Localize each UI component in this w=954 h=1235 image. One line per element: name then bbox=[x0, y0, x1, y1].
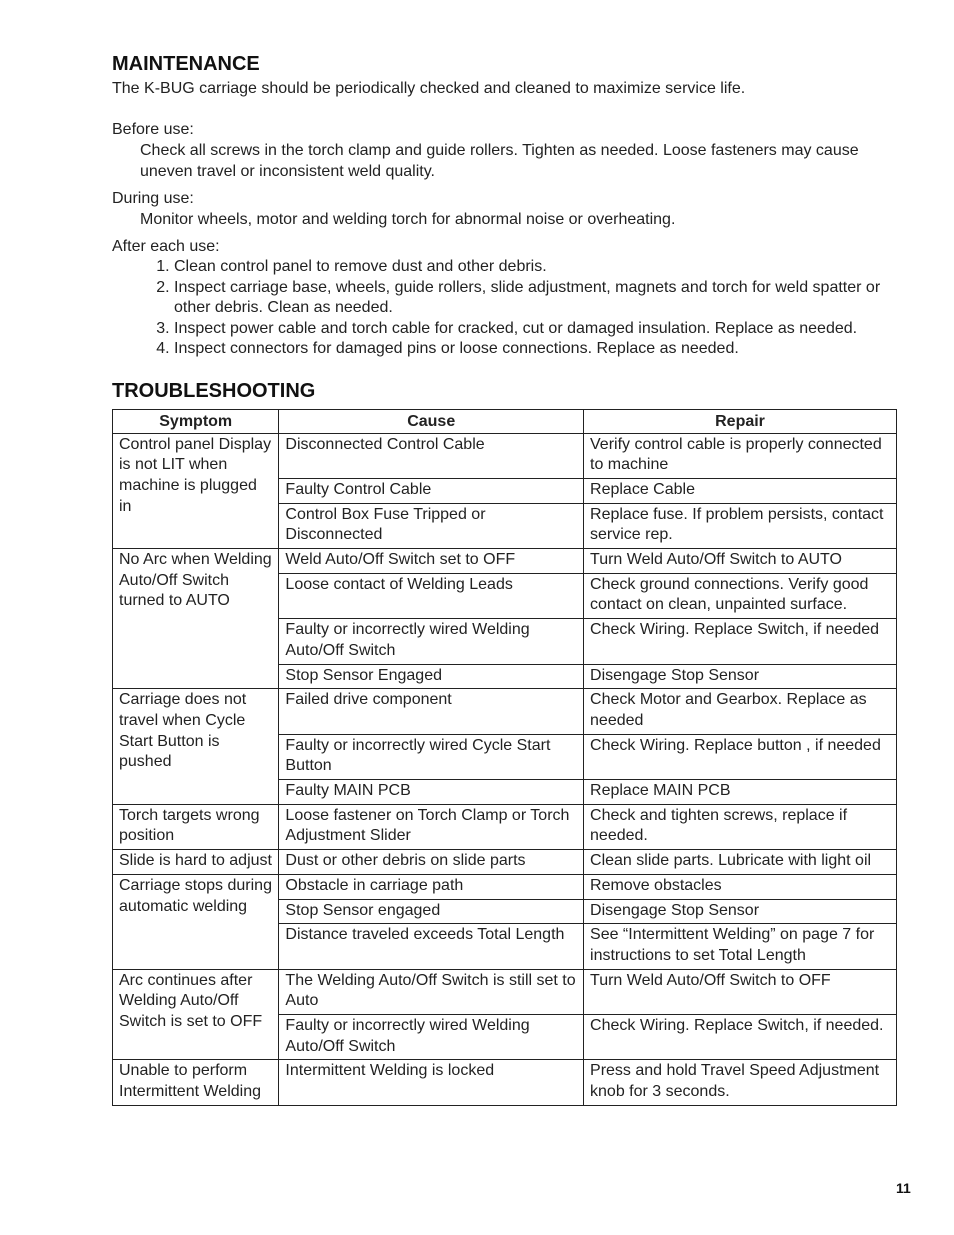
during-use-label: During use: bbox=[112, 190, 194, 207]
list-item: 3. Inspect power cable and torch cable for cracked, cut or damaged insulation. Replace as needed. bbox=[174, 319, 902, 340]
repair-cell: Check Wiring. Replace button , if needed bbox=[584, 734, 897, 779]
repair-cell: Replace Cable bbox=[584, 478, 897, 503]
repair-cell: Turn Weld Auto/Off Switch to AUTO bbox=[584, 549, 897, 574]
maintenance-intro: The K-BUG carriage should be periodically checked and cleaned to maximize service life. bbox=[112, 80, 746, 97]
list-item: 2. Inspect carriage base, wheels, guide rollers, slide adjustment, magnets and torch for weld spatter or other debris. Clean as needed. bbox=[174, 278, 902, 319]
repair-cell: Check Wiring. Replace Switch, if needed bbox=[584, 619, 897, 664]
document-page bbox=[112, 50, 902, 1106]
repair-cell: Check ground connections. Verify good contact on clean, unpainted surface. bbox=[584, 573, 897, 618]
cause-cell: Faulty MAIN PCB bbox=[279, 780, 584, 805]
repair-cell: Disengage Stop Sensor bbox=[584, 899, 897, 924]
repair-cell: Verify control cable is properly connected to machine bbox=[584, 433, 897, 478]
repair-cell: Turn Weld Auto/Off Switch to OFF bbox=[584, 969, 897, 1014]
cause-cell: Faulty or incorrectly wired Cycle Start Button bbox=[279, 734, 584, 779]
repair-cell: Remove obstacles bbox=[584, 874, 897, 899]
after-use-label: After each use: bbox=[112, 238, 220, 255]
after-use-list bbox=[112, 257, 902, 360]
cause-cell: Faulty Control Cable bbox=[279, 478, 584, 503]
cause-cell: Control Box Fuse Tripped or Disconnected bbox=[279, 503, 584, 548]
repair-cell: Check Motor and Gearbox. Replace as needed bbox=[584, 689, 897, 734]
cause-cell: Obstacle in carriage path bbox=[279, 874, 584, 899]
repair-cell: Disengage Stop Sensor bbox=[584, 664, 897, 689]
list-item: 4. Inspect connectors for damaged pins or loose connections. Replace as needed. bbox=[174, 339, 902, 360]
symptom-cell: Carriage does not travel when Cycle Start Button is pushed bbox=[113, 689, 279, 805]
list-item: 1. Clean control panel to remove dust and other debris. bbox=[174, 257, 902, 278]
repair-cell: Press and hold Travel Speed Adjustment knob for 3 seconds. bbox=[584, 1060, 897, 1105]
symptom-cell: Carriage stops during automatic welding bbox=[113, 874, 279, 969]
maintenance-heading: MAINTENANCE bbox=[112, 53, 260, 75]
troubleshooting-heading: TROUBLESHOOTING bbox=[112, 379, 316, 402]
symptom-cell: Unable to perform Intermittent Welding bbox=[113, 1060, 279, 1105]
repair-cell: Clean slide parts. Lubricate with light oil bbox=[584, 850, 897, 875]
header-repair: Repair bbox=[584, 409, 897, 433]
cause-cell: Disconnected Control Cable bbox=[279, 433, 584, 478]
repair-cell: Check and tighten screws, replace if needed. bbox=[584, 804, 897, 849]
table-row bbox=[113, 1060, 897, 1105]
repair-cell: Replace MAIN PCB bbox=[584, 780, 897, 805]
repair-cell: See “Intermittent Welding” on page 7 for instructions to set Total Length bbox=[584, 924, 897, 969]
table-header-row bbox=[113, 409, 897, 433]
table-row bbox=[113, 804, 897, 849]
cause-cell: Loose fastener on Torch Clamp or Torch Adjustment Slider bbox=[279, 804, 584, 849]
cause-cell: Weld Auto/Off Switch set to OFF bbox=[279, 549, 584, 574]
cause-cell: Faulty or incorrectly wired Welding Auto/Off Switch bbox=[279, 619, 584, 664]
cause-cell: Intermittent Welding is locked bbox=[279, 1060, 584, 1105]
symptom-cell: No Arc when Welding Auto/Off Switch turned to AUTO bbox=[113, 549, 279, 689]
table-row bbox=[113, 433, 897, 478]
repair-cell: Check Wiring. Replace Switch, if needed. bbox=[584, 1015, 897, 1060]
table-row bbox=[113, 969, 897, 1014]
cause-cell: Loose contact of Welding Leads bbox=[279, 573, 584, 618]
table-row bbox=[113, 689, 897, 734]
during-use-text: Monitor wheels, motor and welding torch for abnormal noise or overheating. bbox=[140, 211, 676, 228]
cause-cell: The Welding Auto/Off Switch is still set to Auto bbox=[279, 969, 584, 1014]
symptom-cell: Control panel Display is not LIT when machine is plugged in bbox=[113, 433, 279, 549]
table-row bbox=[113, 549, 897, 574]
table-row bbox=[113, 850, 897, 875]
header-symptom: Symptom bbox=[113, 409, 279, 433]
symptom-cell: Slide is hard to adjust bbox=[113, 850, 279, 875]
table-row bbox=[113, 874, 897, 899]
page-number: 11 bbox=[896, 1180, 911, 1196]
before-use-label: Before use: bbox=[112, 121, 194, 138]
symptom-cell: Arc continues after Welding Auto/Off Switch is set to OFF bbox=[113, 969, 279, 1060]
cause-cell: Stop Sensor engaged bbox=[279, 899, 584, 924]
cause-cell: Dust or other debris on slide parts bbox=[279, 850, 584, 875]
before-use-text: Check all screws in the torch clamp and guide rollers. Tighten as needed. Loose fasteners may cause uneven travel or inconsistent weld quality. bbox=[140, 142, 859, 180]
cause-cell: Distance traveled exceeds Total Length bbox=[279, 924, 584, 969]
symptom-cell: Torch targets wrong position bbox=[113, 804, 279, 849]
header-cause: Cause bbox=[279, 409, 584, 433]
cause-cell: Failed drive component bbox=[279, 689, 584, 734]
repair-cell: Replace fuse. If problem persists, contact service rep. bbox=[584, 503, 897, 548]
troubleshooting-table bbox=[112, 409, 897, 1106]
cause-cell: Stop Sensor Engaged bbox=[279, 664, 584, 689]
cause-cell: Faulty or incorrectly wired Welding Auto/Off Switch bbox=[279, 1015, 584, 1060]
